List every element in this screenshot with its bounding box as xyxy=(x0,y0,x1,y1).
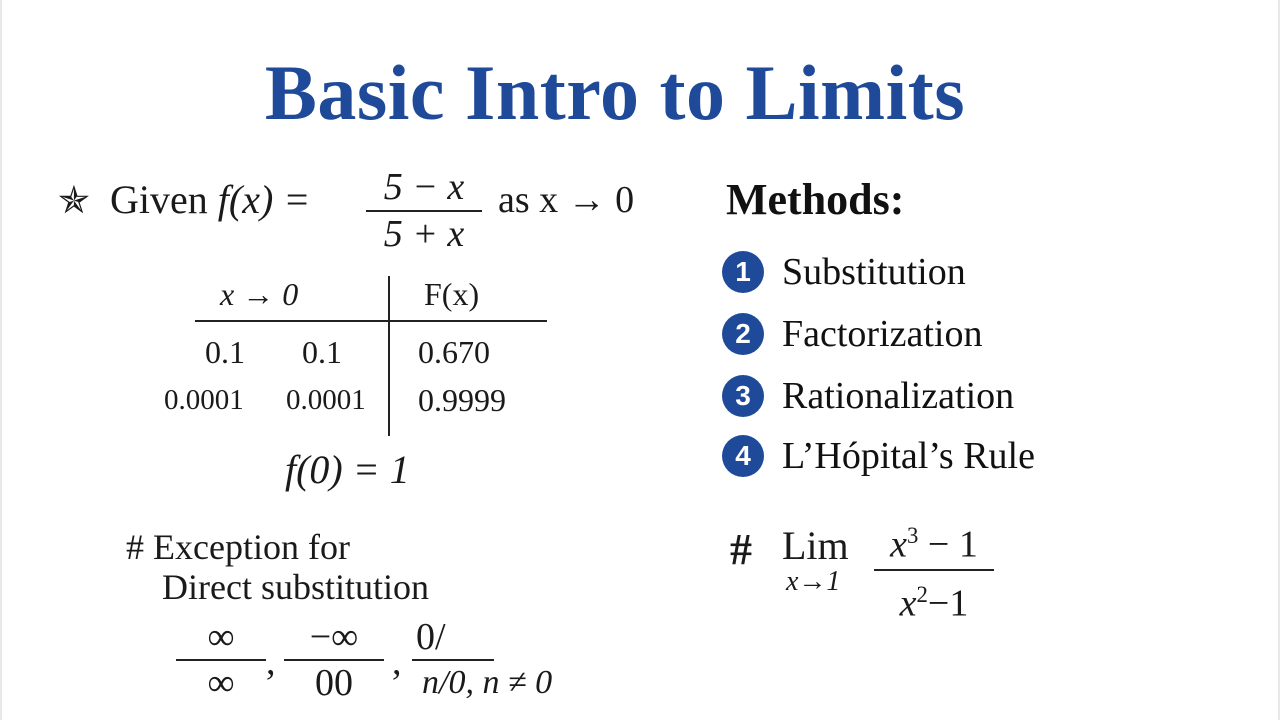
form-denominator: n/0, n ≠ 0 xyxy=(422,664,553,701)
table-header-x: x → 0 xyxy=(220,276,299,312)
problem-hash: # xyxy=(730,525,752,574)
given-prefix: Given xyxy=(110,177,208,222)
exponent: 3 xyxy=(907,523,919,548)
table-header-f: F(x) xyxy=(424,276,480,312)
lim-subscript: x→1 xyxy=(786,566,841,597)
table-vertical-rule xyxy=(388,276,390,436)
form-numerator: 0/ xyxy=(416,616,446,658)
exception-subheading: Direct substitution xyxy=(162,567,429,607)
method-item xyxy=(722,248,966,296)
exponent: 2 xyxy=(916,581,928,607)
form-numerator: ∞ xyxy=(207,616,235,658)
table-cell: 0.1 xyxy=(205,334,245,370)
exception-heading: # Exception for xyxy=(126,527,350,567)
given-expression xyxy=(110,176,310,223)
table-cell: 0.1 xyxy=(302,334,342,370)
number-badge-icon: 4 xyxy=(722,435,764,477)
function-name: f(x) = xyxy=(217,177,311,222)
method-label: L’Hópital’s Rule xyxy=(782,435,1035,477)
numerator-rest: − 1 xyxy=(918,523,978,566)
method-item xyxy=(722,372,1014,420)
given-numerator: 5 − x xyxy=(383,166,465,208)
method-label: Factorization xyxy=(782,313,983,355)
separator: , xyxy=(266,641,276,683)
slide-title: Basic Intro to Limits xyxy=(264,49,966,136)
fraction-bar xyxy=(176,659,266,661)
limit-fraction xyxy=(874,516,994,623)
given-fraction xyxy=(366,166,482,254)
form-denominator: ∞ xyxy=(207,662,235,704)
given-denominator: 5 + x xyxy=(383,213,465,255)
table-cell: 0.0001 xyxy=(286,384,366,416)
number-badge-icon: 2 xyxy=(722,313,764,355)
number-badge-icon: 1 xyxy=(722,251,764,293)
method-label: Substitution xyxy=(782,251,966,293)
form-denominator: 00 xyxy=(315,662,353,704)
method-item xyxy=(722,310,982,358)
f0-result: f(0) = 1 xyxy=(285,447,410,492)
denominator-rest: −1 xyxy=(927,582,969,625)
method-item xyxy=(722,432,1035,480)
number-badge-icon: 3 xyxy=(722,375,764,417)
given-condition: as x → 0 xyxy=(498,179,635,221)
fraction-bar xyxy=(366,210,482,212)
method-label: Rationalization xyxy=(782,375,1015,417)
fraction-bar xyxy=(874,569,994,571)
limit-denominator xyxy=(874,575,994,624)
indeterminate-form xyxy=(412,618,612,702)
form-numerator: −∞ xyxy=(309,616,359,658)
indeterminate-form xyxy=(176,618,266,702)
indeterminate-form xyxy=(284,618,384,702)
table-cell: 0.670 xyxy=(418,334,490,370)
limit-numerator xyxy=(874,516,994,565)
table-horizontal-rule xyxy=(195,320,547,322)
table-cell: 0.0001 xyxy=(164,384,244,416)
lim-operator: Lim xyxy=(782,523,849,568)
var-x: x xyxy=(899,582,917,625)
star-bullet-icon: ✯ xyxy=(58,180,90,222)
table-cell: 0.9999 xyxy=(418,382,506,418)
separator: , xyxy=(392,641,402,683)
fraction-bar xyxy=(412,659,494,661)
fraction-bar xyxy=(284,659,384,661)
var-x: x xyxy=(890,523,908,566)
methods-heading: Methods: xyxy=(726,175,905,224)
